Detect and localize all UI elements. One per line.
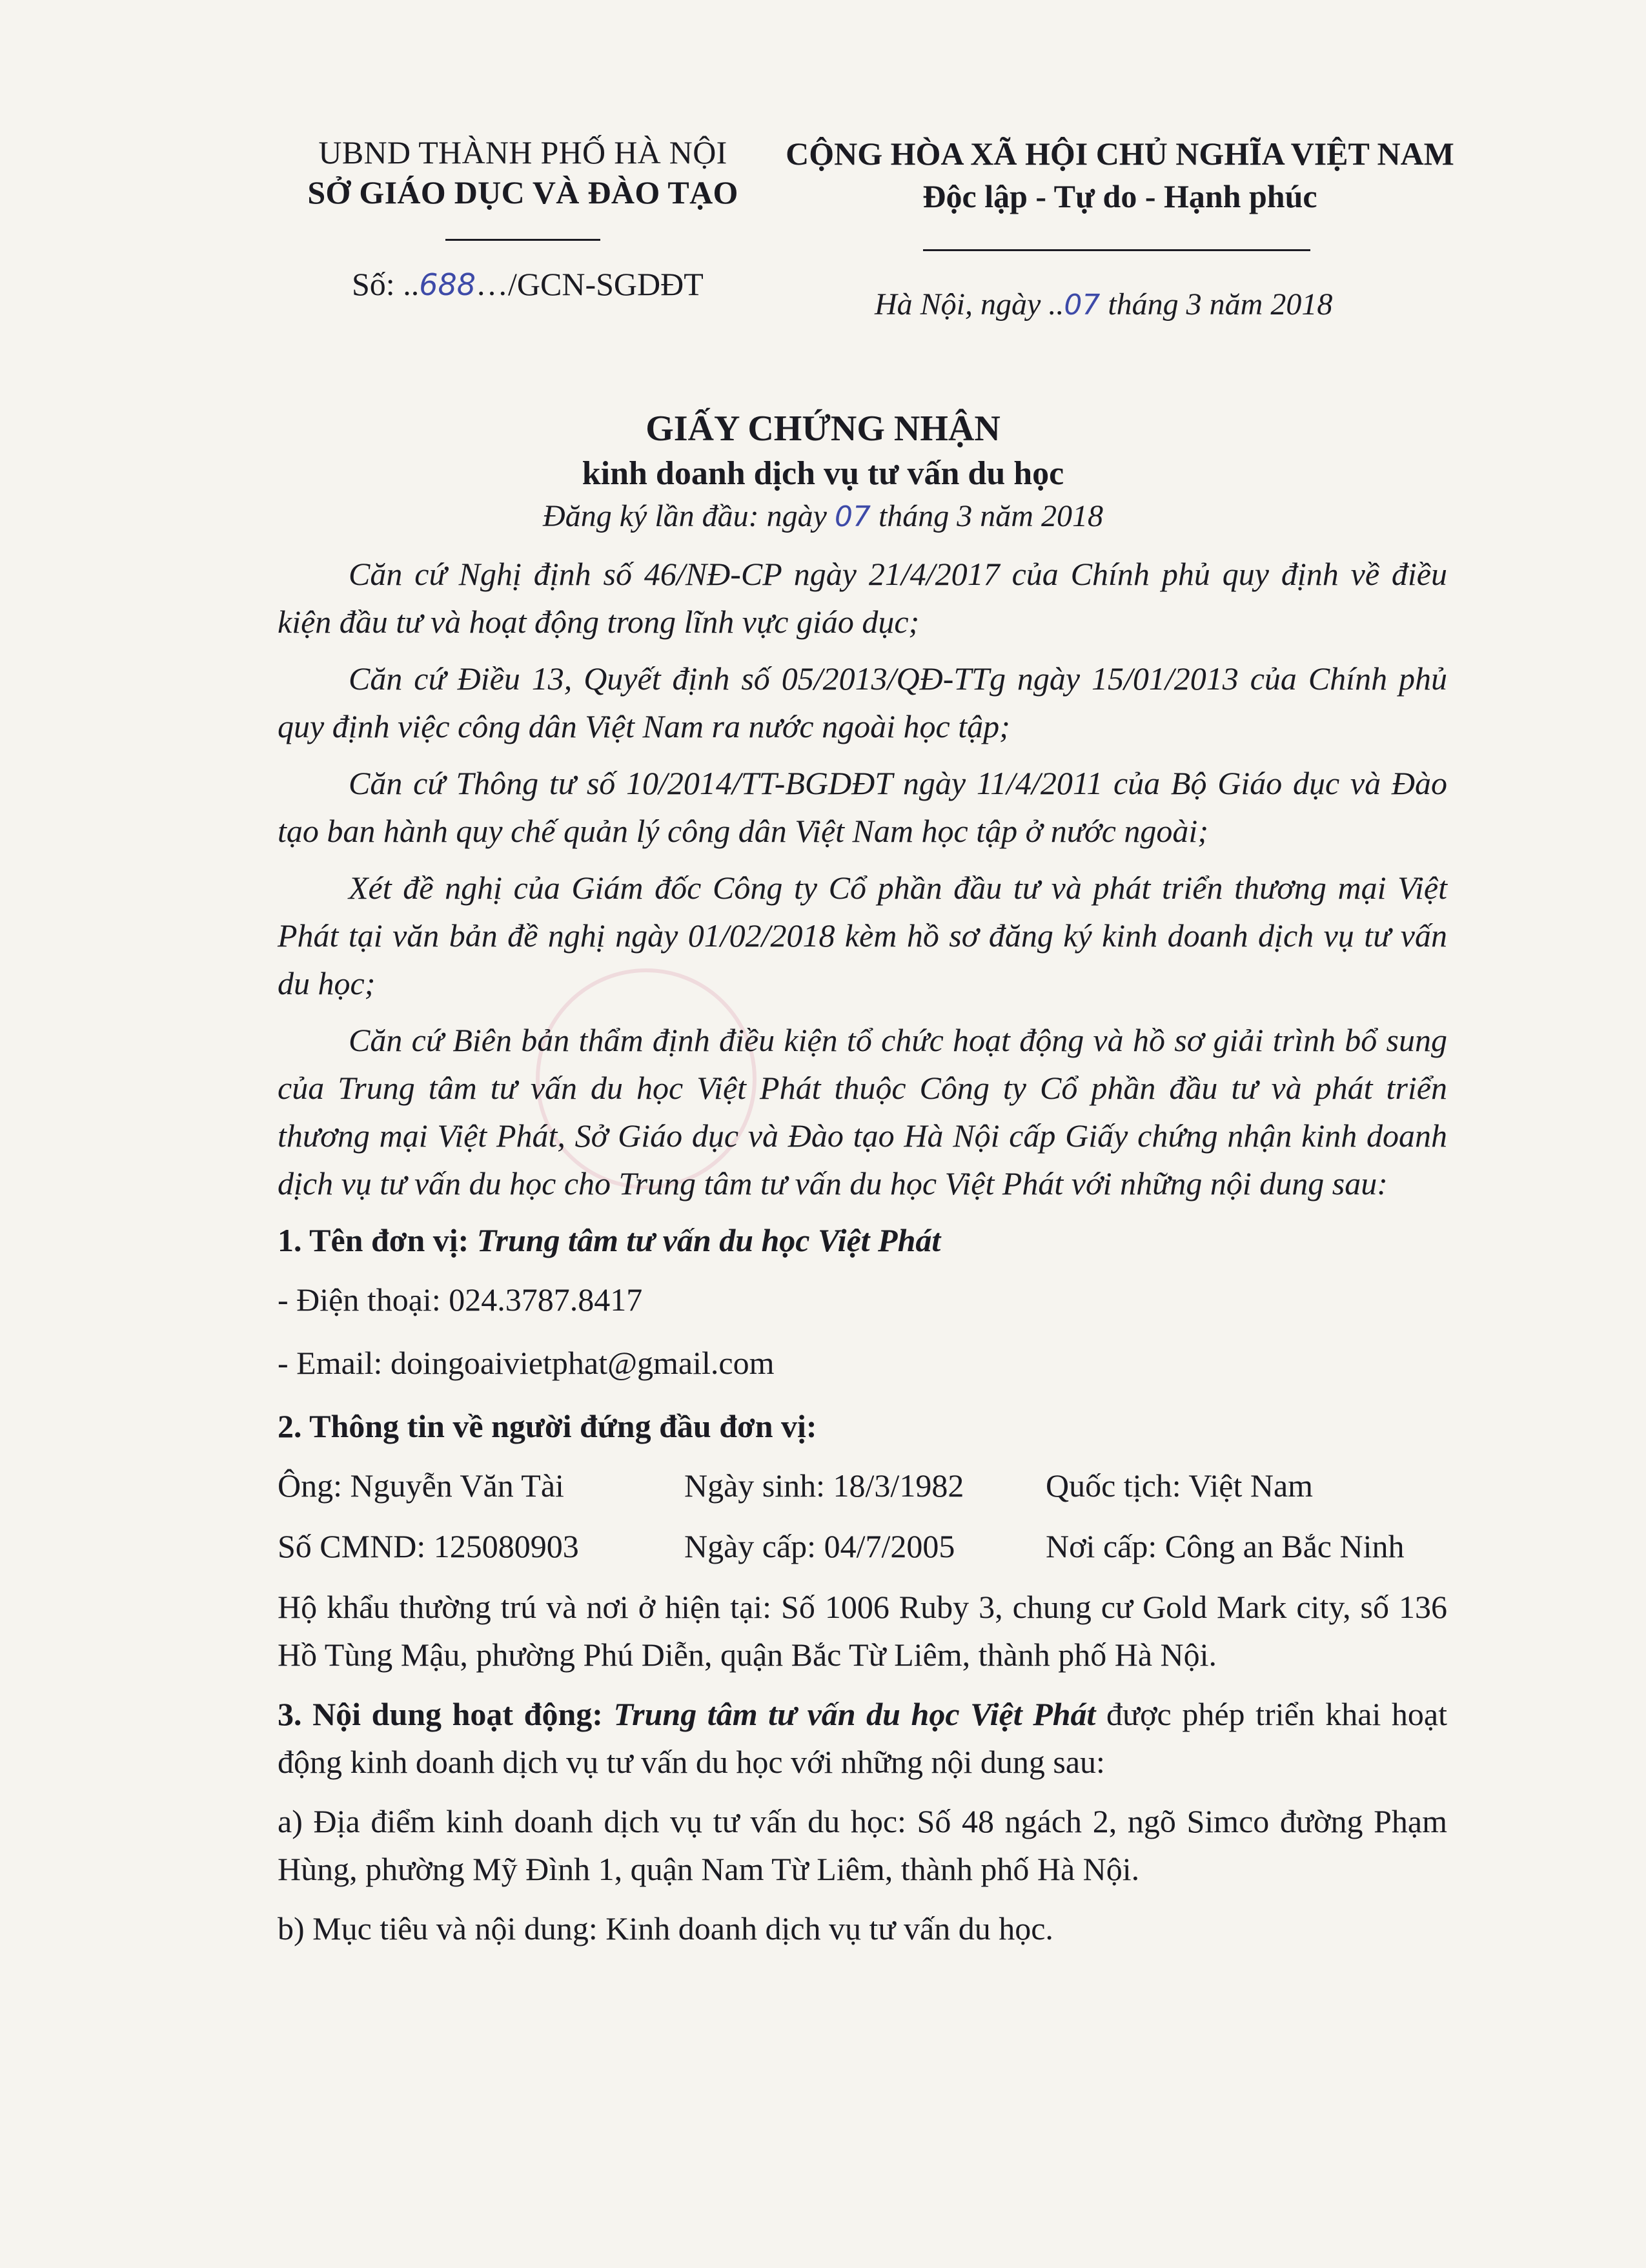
section-3-unit-name: Trung tâm tư vấn du học Việt Phát [613, 1696, 1096, 1732]
section-3-label: 3. Nội dung hoạt động: [278, 1696, 614, 1732]
person-id-number: Số CMND: 125080903 [278, 1528, 579, 1564]
person-id-issue-place: Nơi cấp: Công an Bắc Ninh [1046, 1528, 1405, 1564]
legal-basis-4: Xét đề nghị của Giám đốc Công ty Cổ phần đầu tư và phát triển thương mại Việt Phát tại văn bản đề nghị ngày 01/02/2018 kèm hồ sơ đăng ký kinh doanh dịch vụ tư vấn du học; [278, 870, 1447, 1001]
national-motto: Độc lập - Tự do - Hạnh phúc [922, 178, 1317, 214]
certificate-title: GIẤY CHỨNG NHẬN [645, 409, 1001, 449]
person-id-issue-date: Ngày cấp: 04/7/2005 [684, 1528, 955, 1564]
first-registration-date [0, 496, 1646, 538]
unit-email: - Email: doingoaivietphat@gmail.com [278, 1345, 775, 1381]
date-prefix: Hà Nội, ngày .. [875, 287, 1064, 322]
issuing-authority-block [271, 132, 775, 212]
head-person-row-1 [278, 1462, 1447, 1509]
doc-number-prefix: Số: .. [352, 266, 420, 302]
national-heading-block [768, 132, 1472, 218]
person-dob: Ngày sinh: 18/3/1982 [684, 1467, 964, 1504]
person-name: Ông: Nguyễn Văn Tài [278, 1467, 564, 1504]
header-divider-right [923, 249, 1310, 251]
unit-phone: - Điện thoại: 024.3787.8417 [278, 1282, 643, 1318]
issue-date [875, 284, 1332, 326]
doc-number-suffix: …/GCN-SGDĐT [476, 266, 704, 302]
authority-name: UBND THÀNH PHỐ HÀ NỘI [318, 134, 727, 170]
legal-basis-2: Căn cứ Điều 13, Quyết định số 05/2013/QĐ-TTg ngày 15/01/2013 của Chính phủ quy định việc công dân Việt Nam ra nước ngoài học tập; [278, 660, 1447, 744]
republic-name: CỘNG HÒA XÃ HỘI CHỦ NGHĨA VIỆT NAM [786, 136, 1454, 172]
head-person-row-2 [278, 1522, 1447, 1570]
department-name: SỞ GIÁO DỤC VÀ ĐÀO TẠO [307, 174, 738, 210]
section-3-item-b: b) Mục tiêu và nội dung: Kinh doanh dịch vụ tư vấn du học. [278, 1910, 1053, 1946]
header-divider-left [445, 239, 600, 241]
certificate-body [278, 550, 1447, 1964]
section-2-heading: 2. Thông tin về người đứng đầu đơn vị: [278, 1408, 817, 1444]
section-1-label: 1. Tên đơn vị: [278, 1222, 477, 1258]
section-3-item-a: a) Địa điểm kinh doanh dịch vụ tư vấn du học: Số 48 ngách 2, ngõ Simco đường Phạm Hùng, phường Mỹ Đình 1, quận Nam Từ Liêm, thành phố Hà Nội. [278, 1803, 1447, 1887]
doc-number-handwritten: 688 [419, 267, 476, 302]
date-day-handwritten: 07 [1064, 289, 1101, 322]
legal-basis-1: Căn cứ Nghị định số 46/NĐ-CP ngày 21/4/2017 của Chính phủ quy định về điều kiện đầu tư và hoạt động trong lĩnh vực giáo dục; [278, 556, 1447, 640]
reg-prefix: Đăng ký lần đầu: ngày [543, 499, 835, 533]
legal-basis-3: Căn cứ Thông tư số 10/2014/TT-BGDĐT ngày 11/4/2011 của Bộ Giáo dục và Đào tạo ban hành quy chế quản lý công dân Việt Nam học tập ở nước ngoài; [278, 765, 1447, 849]
reg-suffix: tháng 3 năm 2018 [870, 499, 1103, 533]
reg-day-handwritten: 07 [834, 500, 871, 533]
section-3-intro-text: được phép triển khai hoạt động kinh doanh dịch vụ tư vấn du học với những nội dung sau: [278, 1696, 1447, 1780]
unit-name: Trung tâm tư vấn du học Việt Phát [476, 1222, 941, 1258]
person-nationality: Quốc tịch: Việt Nam [1046, 1467, 1314, 1504]
section-1-heading [278, 1216, 1447, 1264]
section-3-intro [278, 1690, 1447, 1786]
document-number [352, 263, 704, 305]
person-residence: Hộ khẩu thường trú và nơi ở hiện tại: Số 1006 Ruby 3, chung cư Gold Mark city, số 136 Hồ Tùng Mậu, phường Phú Diễn, quận Bắc Từ Liêm, thành phố Hà Nội. [278, 1589, 1447, 1673]
certificate-subtitle: kinh doanh dịch vụ tư vấn du học [582, 455, 1064, 492]
date-suffix: tháng 3 năm 2018 [1100, 287, 1333, 322]
legal-basis-5: Căn cứ Biên bản thẩm định điều kiện tổ chức hoạt động và hồ sơ giải trình bổ sung của Trung tâm tư vấn du học Việt Phát thuộc Công ty Cổ phần đầu tư và phát triển thương mại Việt Phát, Sở Giáo dục và Đào tạo Hà Nội cấp Giấy chứng nhận kinh doanh dịch vụ tư vấn du học cho Trung tâm tư vấn du học Việt Phát với những nội dung sau: [278, 1022, 1447, 1201]
